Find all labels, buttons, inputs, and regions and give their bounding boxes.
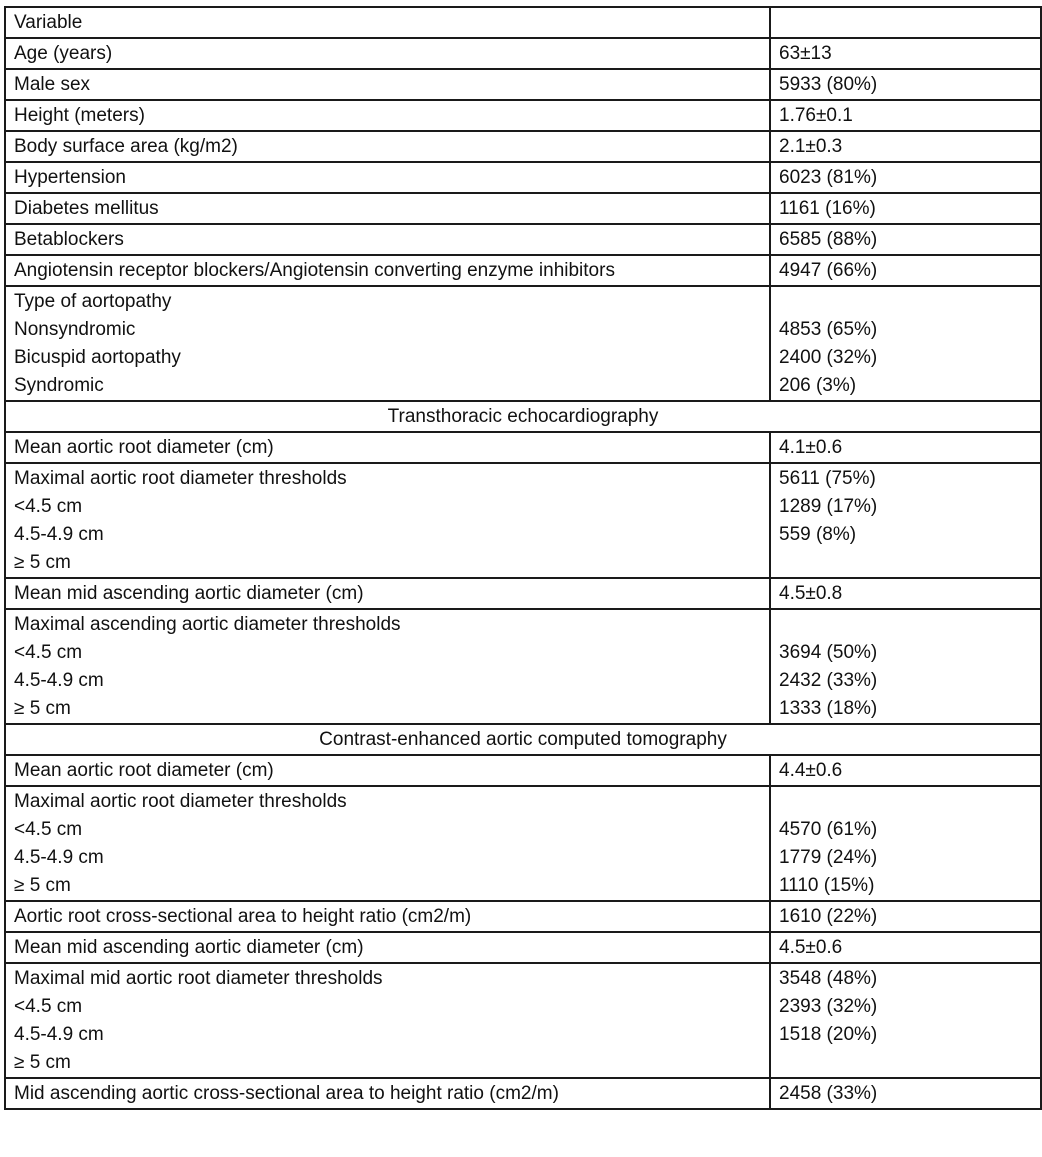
line-value: 206 (3%) (779, 375, 857, 396)
threshold-values (770, 463, 1041, 578)
table-row (5, 69, 1041, 100)
threshold-labels (5, 963, 770, 1078)
row-label: Mean aortic root diameter (cm) (5, 432, 770, 463)
line-label: Maximal aortic root diameter thresholds (14, 791, 347, 812)
row-value: 2.1±0.3 (770, 131, 1041, 162)
row-label: Diabetes mellitus (5, 193, 770, 224)
table-row (5, 755, 1041, 786)
row-label: Hypertension (5, 162, 770, 193)
row-value: 1610 (22%) (770, 901, 1041, 932)
row-value: 1.76±0.1 (770, 100, 1041, 131)
row-label: Mean aortic root diameter (cm) (5, 755, 770, 786)
header-variable: Variable (5, 7, 770, 38)
row-label: Height (meters) (5, 100, 770, 131)
row-value: 6585 (88%) (770, 224, 1041, 255)
aortopathy-values (770, 286, 1041, 401)
table-row (5, 131, 1041, 162)
line-label: Bicuspid aortopathy (14, 347, 181, 368)
row-value: 4.5±0.8 (770, 578, 1041, 609)
line-label: Syndromic (14, 375, 104, 396)
line-label: Maximal mid aortic root diameter thresholds (14, 968, 383, 989)
table-row (5, 432, 1041, 463)
table-row (5, 578, 1041, 609)
line-value: 1289 (17%) (779, 496, 878, 517)
line-label: 4.5-4.9 cm (14, 524, 104, 545)
row-label: Age (years) (5, 38, 770, 69)
line-value (779, 788, 1032, 816)
threshold-row (5, 463, 1041, 578)
row-label: Male sex (5, 69, 770, 100)
row-value: 4.5±0.6 (770, 932, 1041, 963)
row-value: 63±13 (770, 38, 1041, 69)
line-value: 2393 (32%) (779, 996, 878, 1017)
line-value: 4853 (65%) (779, 319, 878, 340)
threshold-labels (5, 463, 770, 578)
row-label: Mean mid ascending aortic diameter (cm) (5, 578, 770, 609)
line-value (779, 1049, 1032, 1077)
threshold-row (5, 786, 1041, 901)
line-label: 4.5-4.9 cm (14, 847, 104, 868)
table-row (5, 1078, 1041, 1109)
threshold-labels (5, 609, 770, 724)
aortopathy-row (5, 286, 1041, 401)
line-label: ≥ 5 cm (14, 1052, 71, 1073)
line-label: <4.5 cm (14, 819, 83, 840)
line-value: 1333 (18%) (779, 698, 878, 719)
line-value: 4570 (61%) (779, 819, 878, 840)
table-row (5, 224, 1041, 255)
row-value: 4.4±0.6 (770, 755, 1041, 786)
threshold-row (5, 963, 1041, 1078)
threshold-values (770, 786, 1041, 901)
row-value: 5933 (80%) (770, 69, 1041, 100)
section-title: Contrast-enhanced aortic computed tomography (5, 724, 1041, 755)
row-value: 1161 (16%) (770, 193, 1041, 224)
table-row (5, 255, 1041, 286)
row-value: 4.1±0.6 (770, 432, 1041, 463)
line-label: Type of aortopathy (14, 291, 172, 312)
line-value: 5611 (75%) (779, 468, 876, 489)
line-label: <4.5 cm (14, 496, 83, 517)
line-value (779, 611, 1032, 639)
line-label: Nonsyndromic (14, 319, 136, 340)
table-row (5, 38, 1041, 69)
line-label: ≥ 5 cm (14, 552, 71, 573)
section-title: Transthoracic echocardiography (5, 401, 1041, 432)
line-label: <4.5 cm (14, 642, 83, 663)
section-row-ct (5, 724, 1041, 755)
section-row-tte (5, 401, 1041, 432)
row-value: 4947 (66%) (770, 255, 1041, 286)
row-label: Mid ascending aortic cross-sectional area to height ratio (cm2/m) (5, 1078, 770, 1109)
line-value: 1779 (24%) (779, 847, 878, 868)
line-label: Maximal ascending aortic diameter thresholds (14, 614, 401, 635)
line-label: 4.5-4.9 cm (14, 1024, 104, 1045)
threshold-labels (5, 786, 770, 901)
table-row (5, 901, 1041, 932)
table-row (5, 162, 1041, 193)
line-value: 1110 (15%) (779, 875, 875, 896)
table-row (5, 100, 1041, 131)
row-value: 6023 (81%) (770, 162, 1041, 193)
threshold-values (770, 963, 1041, 1078)
table-row (5, 932, 1041, 963)
line-label: 4.5-4.9 cm (14, 670, 104, 691)
line-value: 1518 (20%) (779, 1024, 878, 1045)
line-value (779, 288, 1032, 316)
line-value: 2432 (33%) (779, 670, 878, 691)
line-label: ≥ 5 cm (14, 698, 71, 719)
line-value: 559 (8%) (779, 524, 857, 545)
aortopathy-labels (5, 286, 770, 401)
row-label: Angiotensin receptor blockers/Angiotensin converting enzyme inhibitors (5, 255, 770, 286)
row-value: 2458 (33%) (770, 1078, 1041, 1109)
line-label: Maximal aortic root diameter thresholds (14, 468, 347, 489)
threshold-row (5, 609, 1041, 724)
line-label: ≥ 5 cm (14, 875, 71, 896)
table-row (5, 193, 1041, 224)
header-row (5, 7, 1041, 38)
header-value (770, 7, 1041, 38)
row-label: Aortic root cross-sectional area to height ratio (cm2/m) (5, 901, 770, 932)
line-value: 3548 (48%) (779, 968, 878, 989)
line-value: 3694 (50%) (779, 642, 878, 663)
line-value: 2400 (32%) (779, 347, 878, 368)
row-label: Body surface area (kg/m2) (5, 131, 770, 162)
line-label: <4.5 cm (14, 996, 83, 1017)
row-label: Betablockers (5, 224, 770, 255)
characteristics-table (4, 6, 1042, 1110)
line-value (779, 549, 1032, 577)
threshold-values (770, 609, 1041, 724)
row-label: Mean mid ascending aortic diameter (cm) (5, 932, 770, 963)
